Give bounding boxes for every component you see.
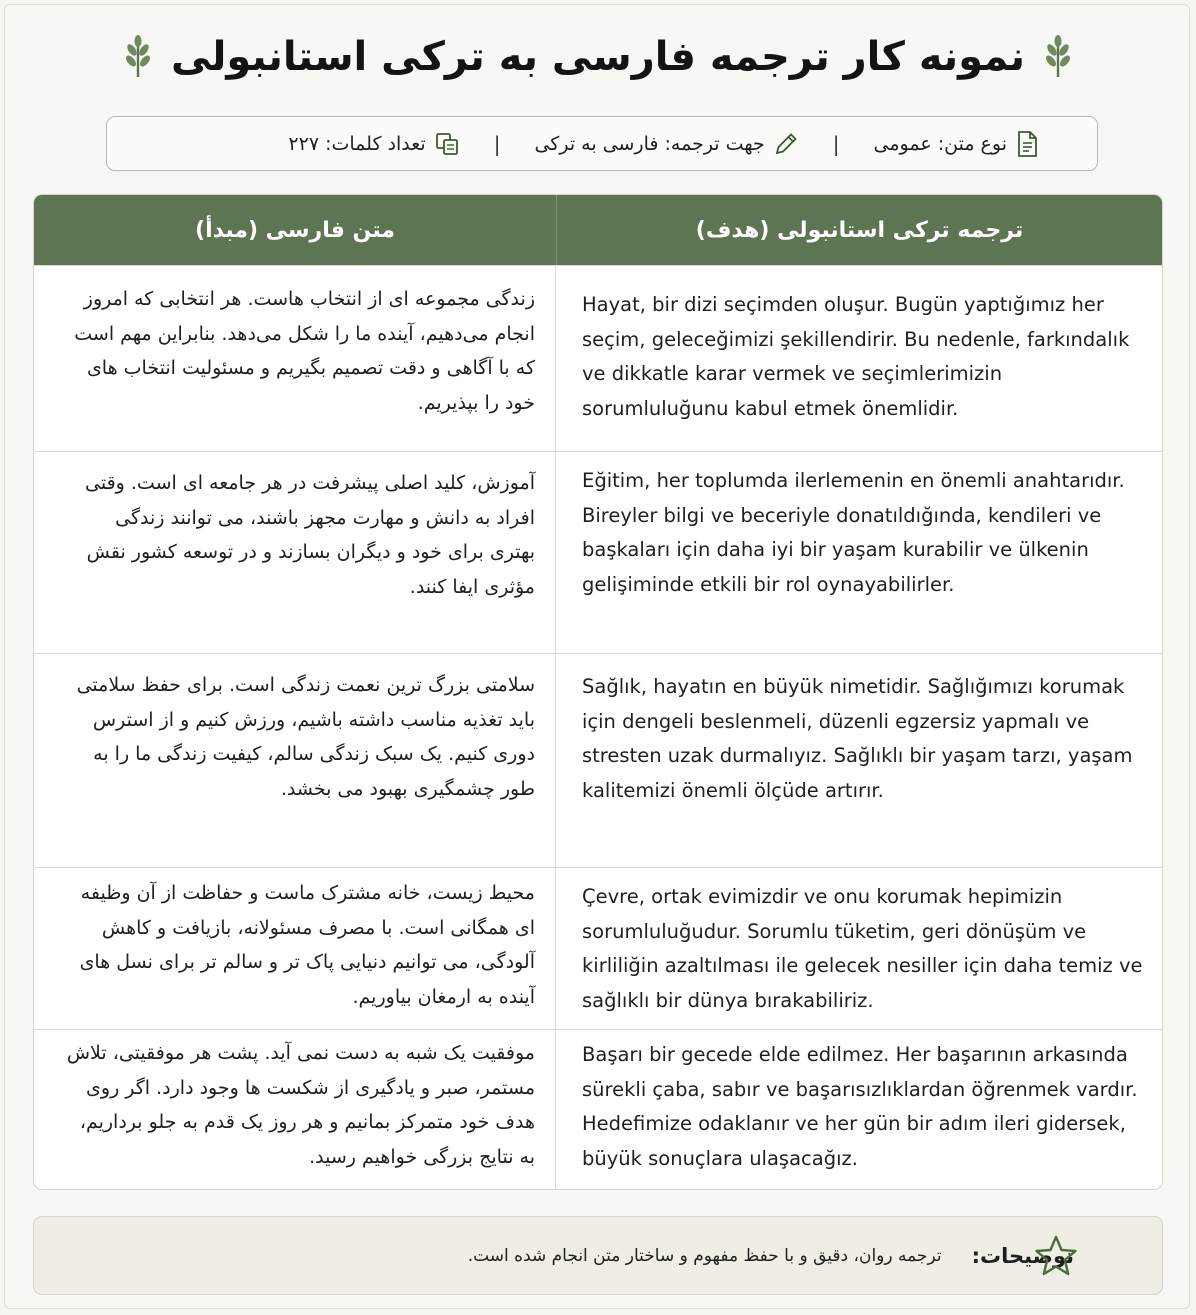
page-title: نمونه کار ترجمه فارسی به ترکی استانبولی bbox=[170, 34, 1026, 80]
meta-word-count bbox=[288, 131, 459, 157]
word-count-label: تعداد کلمات: ۲۲۷ bbox=[288, 132, 426, 155]
persian-cell: محیط زیست، خانه مشترک ماست و حفاظت از آن وظیفه ای همگانی است. با مصرف مسئولانه، بازیافت و کاهش آلودگی، می توانیم دنیایی پاک تر و سالم تر برای نسل های آینده به ارمغان بیاوریم. bbox=[34, 868, 556, 1029]
turkish-cell: Çevre, ortak evimizdir ve onu korumak hepimizin sorumluluğudur. Sorumlu tüketim, geri dönüşüm ve kirliliğin azaltılması ile gelecek nesiller için daha temiz ve sağlıklı bir dünya bırakabiliriz. bbox=[582, 885, 1143, 1012]
persian-cell: آموزش، کلید اصلی پیشرفت در هر جامعه ای است. وقتی افراد به دانش و مهارت مجهز باشند، می توانند زندگی بهتری برای خود و دیگران بسازند و در توسعه کشور نقش مؤثری ایفا کنند. bbox=[34, 452, 556, 653]
persian-cell: موفقیت یک شبه به دست نمی آید. پشت هر موفقیتی، تلاش مستمر، صبر و یادگیری از شکست ها وجود دارد. اگر روی هدف خود متمرکز بمانیم و هر روز یک قدم به جلو برداریم، به نتایج بزرگی خواهیم رسید. bbox=[34, 1030, 556, 1190]
notes-label: توضیحات: bbox=[971, 1243, 1074, 1268]
text-type-label: نوع متن: عمومی bbox=[873, 132, 1007, 155]
pencil-icon bbox=[773, 131, 799, 157]
leaf-icon-right bbox=[1043, 35, 1073, 79]
meta-separator: | bbox=[832, 131, 840, 156]
header-persian: متن فارسی (مبدأ) bbox=[195, 217, 395, 243]
turkish-cell: Sağlık, hayatın en büyük nimetidir. Sağlığımızı korumak için dengeli beslenmeli, düzenli egzersiz yapmalı ve stresten uzak durmalıyız. Sağlıklı bir yaşam tarzı, yaşam kalitemizi önemli ölçüde artırır. bbox=[582, 675, 1133, 802]
header-turkish: ترجمه ترکی استانبولی (هدف) bbox=[556, 195, 1162, 265]
notes-box bbox=[33, 1216, 1163, 1295]
table-row bbox=[34, 653, 1162, 867]
turkish-cell: Başarı bir gecede elde edilmez. Her başarının arkasında sürekli çaba, sabır ve başarısızlıklardan öğrenmek vardır. Hedefimize odaklanır ve her gün bir adım ileri gidersek, büyük sonuçlara ulaşacağız. bbox=[582, 1043, 1138, 1170]
document-icon bbox=[1015, 131, 1039, 157]
persian-cell: سلامتی بزرگ ترین نعمت زندگی است. برای حفظ سلامتی باید تغذیه مناسب داشته باشیم، ورزش کنیم و از استرس دوری کنیم. یک سبک زندگی سالم، کیفیت زندگی ما را به طور چشمگیری بهبود می بخشد. bbox=[34, 654, 556, 867]
table-header bbox=[34, 195, 1162, 265]
meta-text-type bbox=[874, 131, 1039, 157]
persian-cell: زندگی مجموعه ای از انتخاب هاست. هر انتخابی که امروز انجام می‌دهیم، آینده ما را شکل می‌دهد. بنابراین مهم است که با آگاهی و دقت تصمیم بگیریم و مسئولیت انتخاب های خود را بپذیریم. bbox=[34, 266, 556, 451]
turkish-cell: Hayat, bir dizi seçimden oluşur. Bugün yaptığımız her seçim, geleceğimizi şekillendirir. Bu nedenle, farkındalık ve dikkatle karar vermek ve seçimlerimizin sorumluluğunu kabul etmek önemlidir. bbox=[582, 293, 1130, 420]
meta-direction bbox=[534, 131, 798, 157]
star-icon bbox=[1034, 1235, 1078, 1281]
copy-icon bbox=[434, 131, 460, 157]
meta-separator: | bbox=[493, 131, 501, 156]
table-row bbox=[34, 1029, 1162, 1190]
turkish-cell: Eğitim, her toplumda ilerlemenin en önemli anahtarıdır. Bireyler bilgi ve beceriyle donatıldığında, kendileri ve başkaları için daha iyi bir yaşam kurabilir ve ülkenin gelişiminde etkili bir rol oynayabilirler. bbox=[582, 469, 1125, 596]
table-row bbox=[34, 451, 1162, 653]
translation-table bbox=[33, 194, 1163, 1190]
leaf-icon-left bbox=[123, 35, 153, 79]
direction-label: جهت ترجمه: فارسی به ترکی bbox=[534, 132, 765, 155]
title-bar bbox=[0, 22, 1196, 92]
table-row bbox=[34, 867, 1162, 1029]
notes-text: ترجمه روان، دقیق و با حفظ مفهوم و ساختار متن انجام شده است. bbox=[467, 1245, 942, 1266]
table-row bbox=[34, 265, 1162, 451]
meta-bar bbox=[106, 116, 1098, 171]
